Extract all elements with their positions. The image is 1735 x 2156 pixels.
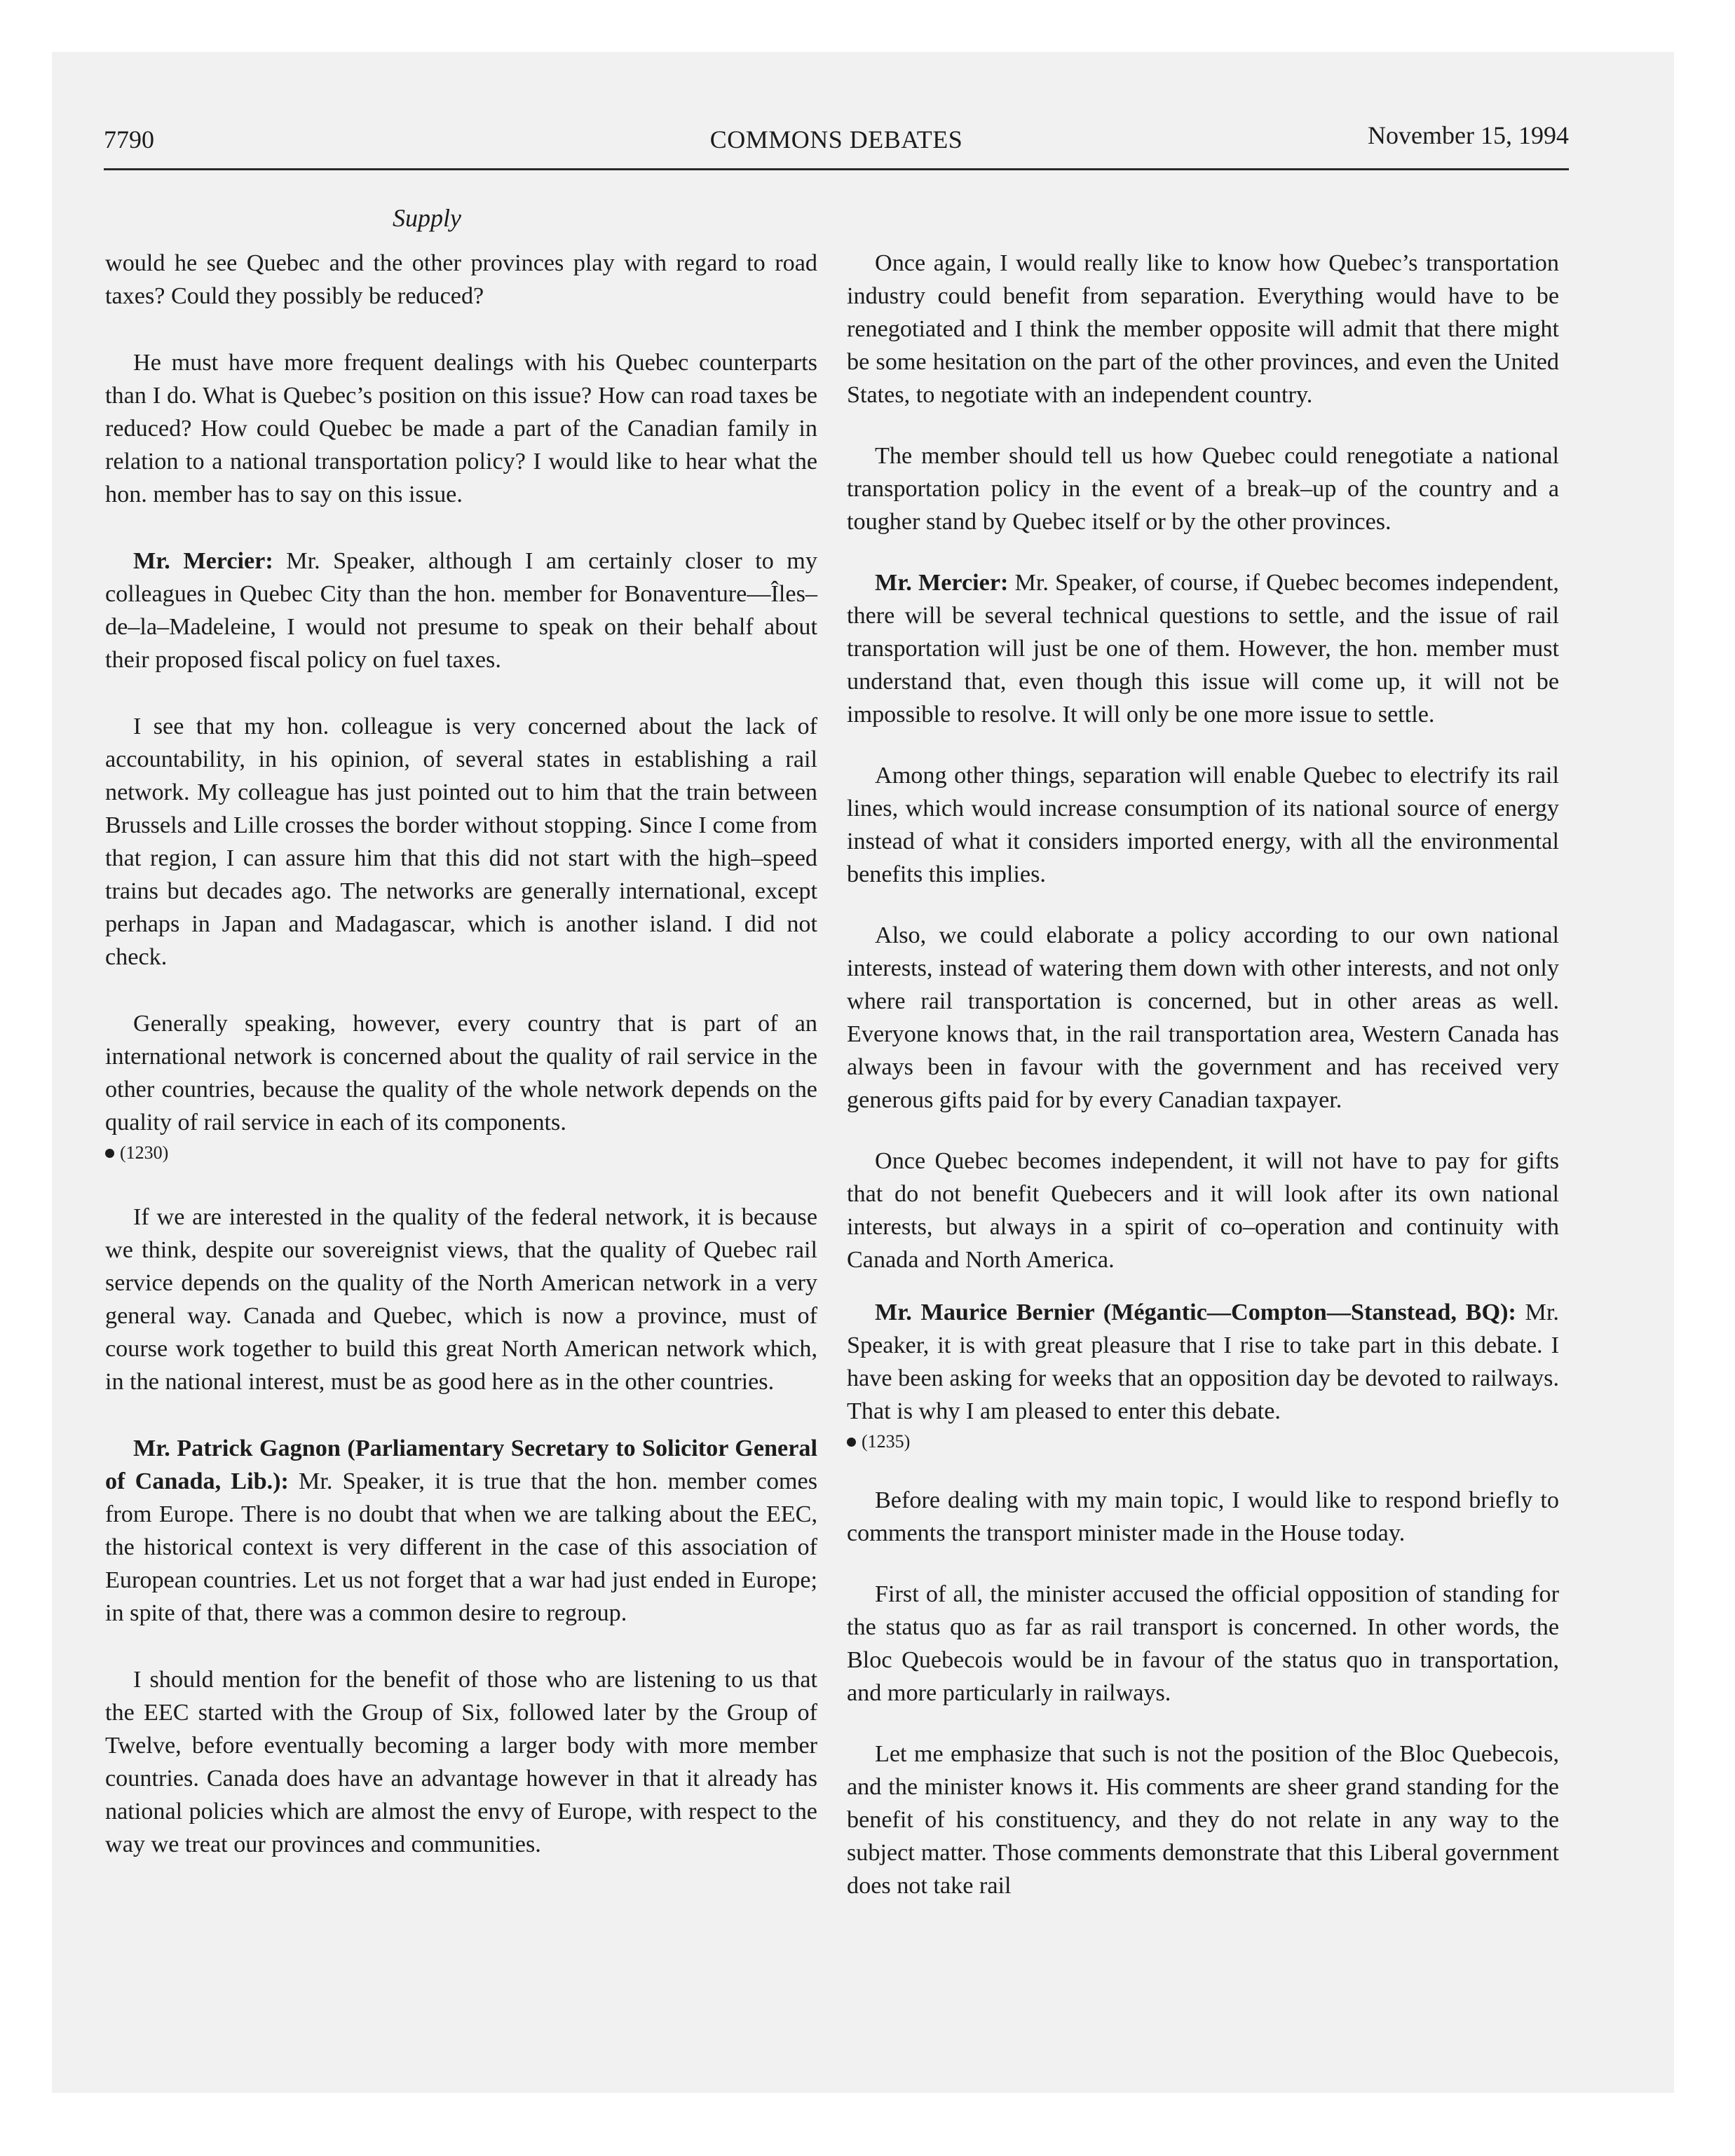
paragraph: Among other things, separation will enable Quebec to electrify its rail lines, which would increase consumption of its national source of energy instead of what it considers imported energy, with all the environmental benefits this implies. [847,763,1559,887]
speech-text: Mr. Speaker, although I am certainly closer to my colleagues in Quebec City than the hon. member for Bonaventure—Îles–de–la–Madeleine, I would not presume to speak on their behalf about their proposed fiscal policy on fuel taxes. [105,548,817,673]
speaker-name: Mr. Mercier: [875,570,1009,596]
section-label: Supply [393,204,461,232]
speech-paragraph [105,1432,817,1630]
bullet-icon [847,1438,856,1447]
left-column [105,247,817,1861]
paragraph: Also, we could elaborate a policy according to our own national interests, instead of watering them down with other interests, and not only where rail transportation is concerned, but in other areas as well. Everyone knows that, in the rail transportation area, Western Canada has always been in favour with the government and has received very generous gifts paid for by every Canadian taxpayer. [847,922,1559,1113]
journal-title: COMMONS DEBATES [709,125,963,153]
paragraph: If we are interested in the quality of the federal network, it is because we think, despite our sovereignist views, that the quality of Quebec rail service depends on the quality of the North American network in a very general way. Canada and Quebec, which is now a province, must of course work together to build this great North American network which, in the national interest, must be as good here as in the other countries. [105,1204,817,1395]
speech-text: Mr. Speaker, of course, if Quebec becomes independent, there will be several technical questions to settle, and the issue of rail transportation will just be one of them. However, the hon. member must understand that, even though this issue will come up, it will not be impossible to resolve. It will only be one more issue to settle. [847,570,1559,728]
page-header [104,121,1569,167]
speaker-name: Mr. Maurice Bernier (Mégantic—Compton—Stanstead, BQ): [875,1299,1516,1325]
paragraph: First of all, the minister accused the official opposition of standing for the status quo as far as rail transport is concerned. In other words, the Bloc Quebecois would be in favour of the status quo in transportation, and more particularly in railways. [847,1581,1559,1706]
debate-date: November 15, 1994 [1368,121,1569,149]
paragraph: The member should tell us how Quebec could renegotiate a national transportation policy in the event of a break–up of the country and a tougher stand by Quebec itself or by the other provinces. [847,443,1559,535]
speech-text: Mr. Speaker, it is with great pleasure that I rise to take part in this debate. I have been asking for weeks that an opposition day be devoted to railways. That is why I am pleased to enter this debate. [847,1299,1559,1424]
time-marker-label: (1230) [120,1142,169,1163]
right-column [847,247,1559,1902]
paragraph: Generally speaking, however, every country that is part of an international network is concerned about the quality of rail service in the other countries, because the quality of the whole network depends on the quality of rail service in each of its components. [105,1011,817,1135]
paragraph: Let me emphasize that such is not the position of the Bloc Quebecois, and the minister knows it. His comments are sheer grand standing for the benefit of his constituency, and they do not relate in any way to the subject matter. Those comments demonstrate that this Liberal government does not take rail [847,1741,1559,1899]
paragraph: would he see Quebec and the other provinces play with regard to road taxes? Could they possibly be reduced? [105,250,817,309]
paragraph: I see that my hon. colleague is very concerned about the lack of accountability, in his opinion, of several states in establishing a rail network. My colleague has just pointed out to him that the train between Brussels and Lille crosses the border without stopping. Since I come from that region, I can assure him that this did not start with the high–speed trains but decades ago. The networks are generally international, except perhaps in Japan and Madagascar, which is another island. I did not check. [105,714,817,970]
speech-text: Mr. Speaker, it is true that the hon. member comes from Europe. There is no doubt that when we are talking about the EEC, the historical context is very different in the case of this association of European countries. Let us not forget that a war had just ended in Europe; in spite of that, there was a common desire to regroup. [105,1468,818,1626]
paragraph: Once Quebec becomes independent, it will not have to pay for gifts that do not benefit Quebecers and it will look after its own national interests, but always in a spirit of co–operation and continuity with Canada and North America. [847,1148,1559,1273]
time-marker-label: (1235) [862,1431,911,1452]
paragraph: Once again, I would really like to know how Quebec’s transportation industry could benefit from separation. Everything would have to be renegotiated and I think the member opposite will admit that there might be some hesitation on the part of the other provinces, and even the United States, to negotiate with an independent country. [847,250,1559,408]
time-marker [105,1139,817,1167]
speech-paragraph [847,1296,1559,1428]
speech-paragraph [847,566,1559,731]
speech-paragraph [105,545,817,676]
paragraph: I should mention for the benefit of those who are listening to us that the EEC started with the Group of Six, followed later by the Group of Twelve, before eventually becoming a larger body with more member countries. Canada does have an advantage however in that it already has national policies which are almost the envy of Europe, with respect to the way we treat our provinces and communities. [105,1667,817,1857]
speaker-name: Mr. Mercier: [133,548,273,574]
page-number: 7790 [104,125,154,153]
paragraph: He must have more frequent dealings with his Quebec counterparts than I do. What is Quebec’s position on this issue? How can road taxes be reduced? How could Quebec be made a part of the Canadian family in relation to a national transportation policy? I would like to hear what the hon. member has to say on this issue. [105,350,817,507]
header-rule [104,168,1569,170]
paragraph: Before dealing with my main topic, I would like to respond briefly to comments the transport minister made in the House today. [847,1487,1559,1546]
time-marker [847,1428,1559,1456]
bullet-icon [105,1149,114,1158]
speaker-name: Mr. Patrick Gagnon (Parliamentary Secretary to Solicitor General of Canada, Lib.): [105,1435,817,1494]
